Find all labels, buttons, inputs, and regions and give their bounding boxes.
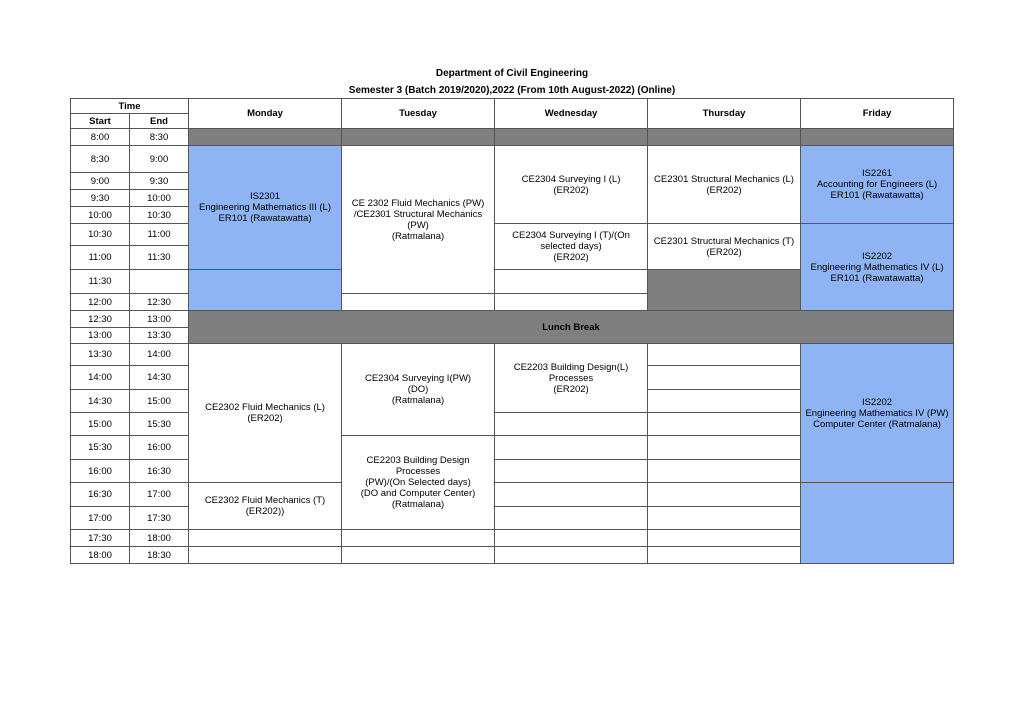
day-header-monday: Monday xyxy=(189,99,342,129)
session-line: selected days) xyxy=(540,241,602,252)
session-line: ER101 (Rawatawatta) xyxy=(830,272,924,284)
slot-end: 14:30 xyxy=(130,366,189,390)
empty-cell xyxy=(648,530,801,547)
session-thursday-am1 xyxy=(648,146,801,224)
session-tuesday-am xyxy=(342,146,495,294)
slot-start: 8:00 xyxy=(71,129,130,146)
slot-end: 18:00 xyxy=(130,530,189,547)
empty-cell xyxy=(495,507,648,530)
slot-start: 15:30 xyxy=(71,436,130,460)
session-line: CE2302 Fluid Mechanics (T) xyxy=(204,495,326,506)
session-line: IS2261 xyxy=(861,168,893,179)
empty-cell xyxy=(648,547,801,564)
department-title: Department of Civil Engineering xyxy=(435,68,589,79)
empty-cell xyxy=(495,436,648,460)
time-header: Time xyxy=(71,99,189,114)
slot-start: 14:30 xyxy=(71,390,130,413)
slot-end: 11:00 xyxy=(130,224,189,246)
slot-start: 11:00 xyxy=(71,246,130,270)
session-monday-pm2 xyxy=(189,483,342,530)
session-line: (ER202) xyxy=(553,383,589,395)
lunch-break: Lunch Break xyxy=(189,311,954,344)
empty-cell xyxy=(648,390,801,413)
session-line: Accounting for Engineers (L) xyxy=(816,179,938,190)
empty-cell xyxy=(342,530,495,547)
empty-cell xyxy=(495,270,648,294)
session-line: IS2202 xyxy=(861,396,893,408)
empty-cell xyxy=(189,530,342,547)
session-line: (PW) xyxy=(407,219,429,231)
slot-end: 17:00 xyxy=(130,483,189,507)
slot-start: 18:00 xyxy=(71,547,130,564)
session-line: CE2301 Structural Mechanics (L) xyxy=(654,173,794,185)
session-line: ER101 (Rawatawatta) xyxy=(218,213,312,224)
slot-end: 8:30 xyxy=(130,129,189,146)
session-tuesday-pm1 xyxy=(342,344,495,436)
empty-cell xyxy=(495,460,648,483)
session-line: (ER202) xyxy=(706,184,742,196)
end-header: End xyxy=(130,114,189,129)
session-line: (DO and Computer Center) xyxy=(360,488,476,499)
empty-cell xyxy=(342,129,495,146)
session-line: Computer Center (Ratmalana) xyxy=(813,418,941,430)
slot-start: 14:00 xyxy=(71,366,130,390)
session-wednesday-am2 xyxy=(495,224,648,270)
slot-start: 12:00 xyxy=(71,294,130,311)
session-wednesday-pm1 xyxy=(495,344,648,413)
session-line: Processes xyxy=(548,372,594,384)
slot-start: 16:30 xyxy=(71,483,130,507)
slot-end: 16:30 xyxy=(130,460,189,483)
day-header-wednesday: Wednesday xyxy=(495,99,648,129)
slot-start: 10:30 xyxy=(71,224,130,246)
session-line: (ER202) xyxy=(553,184,589,196)
empty-cell xyxy=(495,530,648,547)
empty-cell xyxy=(801,483,954,564)
empty-cell xyxy=(495,413,648,436)
session-line: CE2304 Surveying I (T)/(On xyxy=(512,230,630,241)
slot-start: 12:30 xyxy=(71,311,130,328)
session-thursday-am2 xyxy=(648,224,801,270)
slot-start: 16:00 xyxy=(71,460,130,483)
empty-cell xyxy=(648,507,801,530)
slot-end: 14:00 xyxy=(130,344,189,366)
slot-end: 10:30 xyxy=(130,207,189,224)
slot-end: 18:30 xyxy=(130,547,189,564)
slot-end: 9:00 xyxy=(130,146,189,173)
empty-cell xyxy=(648,366,801,390)
slot-start: 17:00 xyxy=(71,507,130,530)
empty-cell xyxy=(648,483,801,507)
empty-cell xyxy=(342,294,495,311)
session-line: (Ratmalana) xyxy=(391,499,445,510)
empty-cell xyxy=(495,483,648,507)
session-line: (Ratmalana) xyxy=(391,395,445,406)
empty-cell xyxy=(495,129,648,146)
slot-start: 15:00 xyxy=(71,413,130,436)
slot-start: 13:00 xyxy=(71,328,130,344)
session-line: (DO) xyxy=(407,384,429,395)
slot-start: 17:30 xyxy=(71,530,130,547)
session-friday-am2 xyxy=(801,224,954,311)
session-line: (PW)/(On Selected days) xyxy=(365,477,471,488)
slot-start: 10:00 xyxy=(71,207,130,224)
slot-end: 12:30 xyxy=(130,294,189,311)
slot-end: 15:30 xyxy=(130,413,189,436)
empty-cell xyxy=(495,547,648,564)
slot-end: 13:30 xyxy=(130,328,189,344)
session-line: ER101 (Rawatawatta) xyxy=(830,190,924,201)
session-friday-pm1 xyxy=(801,344,954,483)
day-header-tuesday: Tuesday xyxy=(342,99,495,129)
slot-end xyxy=(130,270,189,294)
empty-cell xyxy=(648,129,801,146)
slot-start: 13:30 xyxy=(71,344,130,366)
empty-cell xyxy=(648,344,801,366)
session-line: /CE2301 Structural Mechanics xyxy=(353,208,483,220)
session-line: (ER202) xyxy=(706,246,742,258)
slot-start: 9:30 xyxy=(71,190,130,207)
session-line: (ER202) xyxy=(247,413,283,424)
empty-cell xyxy=(648,436,801,460)
slot-end: 11:30 xyxy=(130,246,189,270)
session-line: (ER202) xyxy=(553,252,589,263)
slot-end: 13:00 xyxy=(130,311,189,328)
session-line: CE2304 Surveying I(PW) xyxy=(364,373,472,384)
session-tuesday-pm2 xyxy=(342,436,495,530)
session-line: CE 2302 Fluid Mechanics (PW) xyxy=(351,197,485,209)
session-line: CE2304 Surveying I (L) xyxy=(521,173,621,185)
start-header: Start xyxy=(71,114,130,129)
session-line: CE2203 Building Design Processes xyxy=(366,455,470,477)
session-line: Engineering Mathematics IV (L) xyxy=(810,261,944,273)
empty-cell xyxy=(342,547,495,564)
empty-cell xyxy=(189,547,342,564)
empty-cell xyxy=(648,413,801,436)
slot-start: 11:30 xyxy=(71,270,130,294)
slot-end: 10:00 xyxy=(130,190,189,207)
session-friday-am1 xyxy=(801,146,954,224)
slot-end: 16:00 xyxy=(130,436,189,460)
slot-end: 9:30 xyxy=(130,173,189,190)
day-header-friday: Friday xyxy=(801,99,954,129)
empty-cell xyxy=(189,270,342,311)
slot-end: 15:00 xyxy=(130,390,189,413)
session-monday-pm1 xyxy=(189,344,342,483)
session-line: (ER202)) xyxy=(245,506,285,517)
empty-cell xyxy=(189,129,342,146)
empty-cell xyxy=(801,129,954,146)
session-line: CE2302 Fluid Mechanics (L) xyxy=(205,402,325,413)
session-line: IS2301 xyxy=(249,191,281,202)
session-line: IS2202 xyxy=(861,250,893,262)
session-line: CE2203 Building Design(L) xyxy=(513,361,629,373)
empty-cell xyxy=(495,294,648,311)
session-monday-am xyxy=(189,146,342,270)
slot-start: 8:30 xyxy=(71,146,130,173)
empty-cell xyxy=(648,270,801,311)
slot-end: 17:30 xyxy=(130,507,189,530)
session-line: Engineering Mathematics IV (PW) xyxy=(805,407,949,419)
session-wednesday-am1 xyxy=(495,146,648,224)
slot-start: 9:00 xyxy=(71,173,130,190)
empty-cell xyxy=(648,460,801,483)
session-line: (Ratmalana) xyxy=(391,230,445,242)
day-header-thursday: Thursday xyxy=(648,99,801,129)
session-line: Engineering Mathematics III (L) xyxy=(199,202,332,213)
semester-title: Semester 3 (Batch 2019/2020),2022 (From 10th August-2022) (Online) xyxy=(348,85,676,96)
timetable xyxy=(70,98,954,564)
session-line: CE2301 Structural Mechanics (T) xyxy=(653,235,795,247)
